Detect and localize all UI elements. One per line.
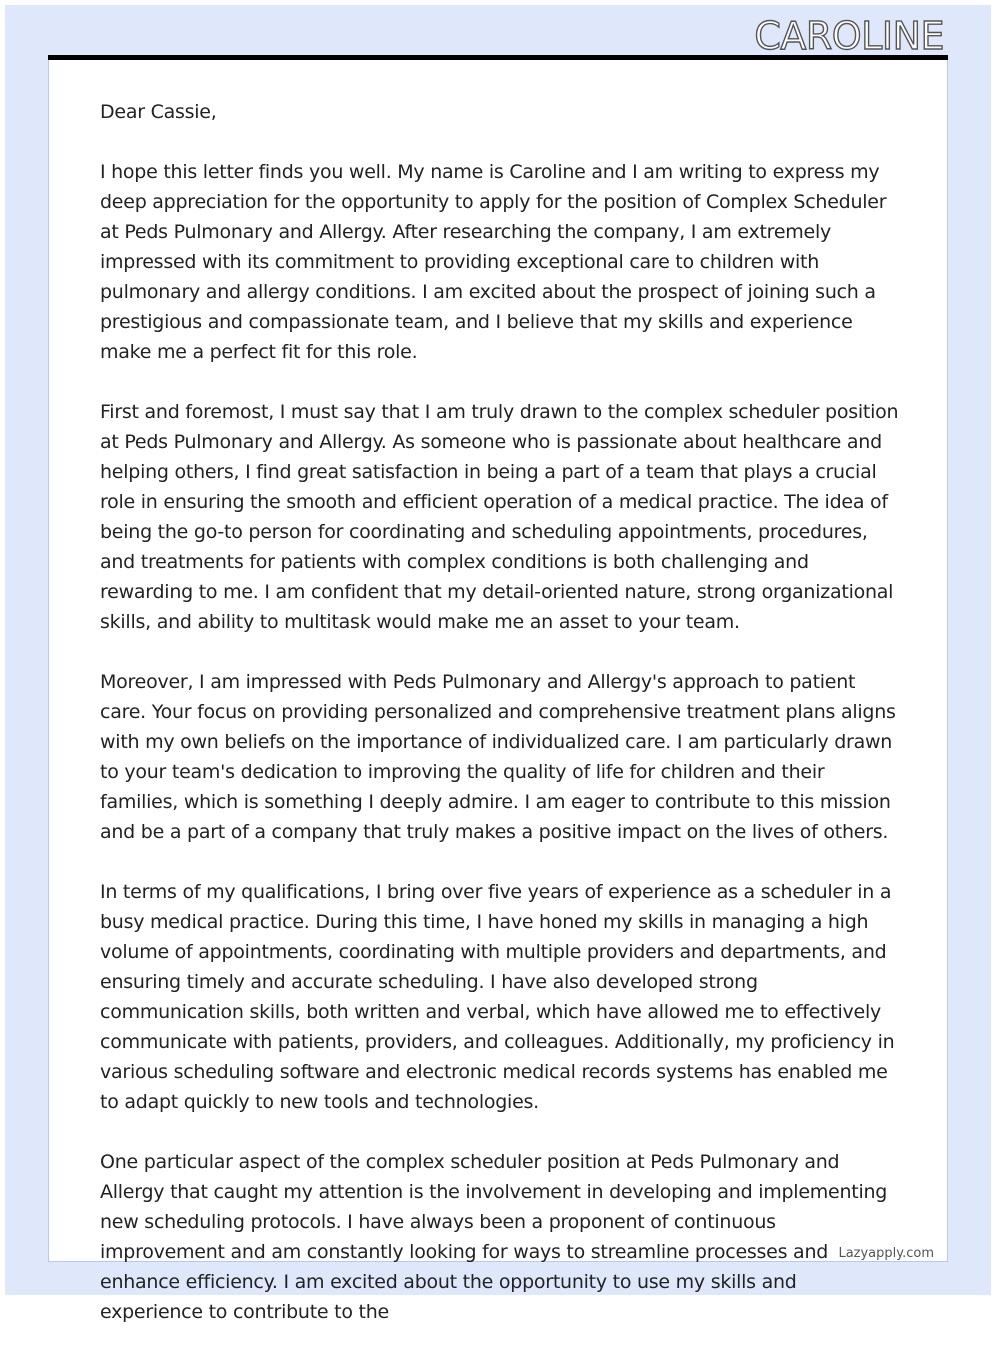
- applicant-name: CAROLINE: [754, 14, 944, 58]
- letter-paragraph: One particular aspect of the complex scheduler position at Peds Pulmonary and Allergy that caught my attention is the involvement in developing and implementing new scheduling protocols. I have always been a proponent of continuous improvement and am constantly looking for ways to streamline processes and enhance efficiency. I am excited about the opportunity to use my skills and experience to contribute to the: [100, 1151, 888, 1323]
- letter-paragraph: First and foremost, I must say that I am truly drawn to the complex scheduler position at Peds Pulmonary and Allergy. As someone who is passionate about healthcare and helping others, I find great satisfaction in being a part of a team that plays a crucial role in ensuring the smooth and efficient operation of a medical practice. The idea of being the go-to person for coordinating and scheduling appointments, procedures, and treatments for patients with complex conditions is both challenging and rewarding to me. I am confident that my detail-oriented nature, strong organizational skills, and ability to multitask would make me an asset to your team.: [100, 401, 899, 633]
- letter-paragraph: Moreover, I am impressed with Peds Pulmonary and Allergy's approach to patient care. Your focus on providing personalized and comprehensive treatment plans aligns with my own beliefs on the importance of individualized care. I am particularly drawn to your team's dedication to improving the quality of life for children and their families, which is something I deeply admire. I am eager to contribute to this mission and be a part of a company that truly makes a positive impact on the lives of others.: [100, 671, 896, 843]
- watermark-link[interactable]: Lazyapply.com: [838, 1246, 934, 1261]
- letter-body: [100, 97, 900, 1357]
- letter-paragraph: In terms of my qualifications, I bring over five years of experience as a scheduler in a busy medical practice. During this time, I have honed my skills in managing a high volume of appointments, coordinating with multiple providers and departments, and ensuring timely and accurate scheduling. I have also developed strong communication skills, both written and verbal, which have allowed me to effectively communicate with patients, providers, and colleagues. Additionally, my proficiency in various scheduling software and electronic medical records systems has enabled me to adapt quickly to new tools and technologies.: [100, 881, 895, 1113]
- letter-paragraph: I hope this letter finds you well. My name is Caroline and I am writing to express my deep appreciation for the opportunity to apply for the position of Complex Scheduler at Peds Pulmonary and Allergy. After researching the company, I am extremely impressed with its commitment to providing exceptional care to children with pulmonary and allergy conditions. I am excited about the prospect of joining such a prestigious and compassionate team, and I believe that my skills and experience make me a perfect fit for this role.: [100, 161, 887, 363]
- salutation: Dear Cassie,: [100, 101, 217, 123]
